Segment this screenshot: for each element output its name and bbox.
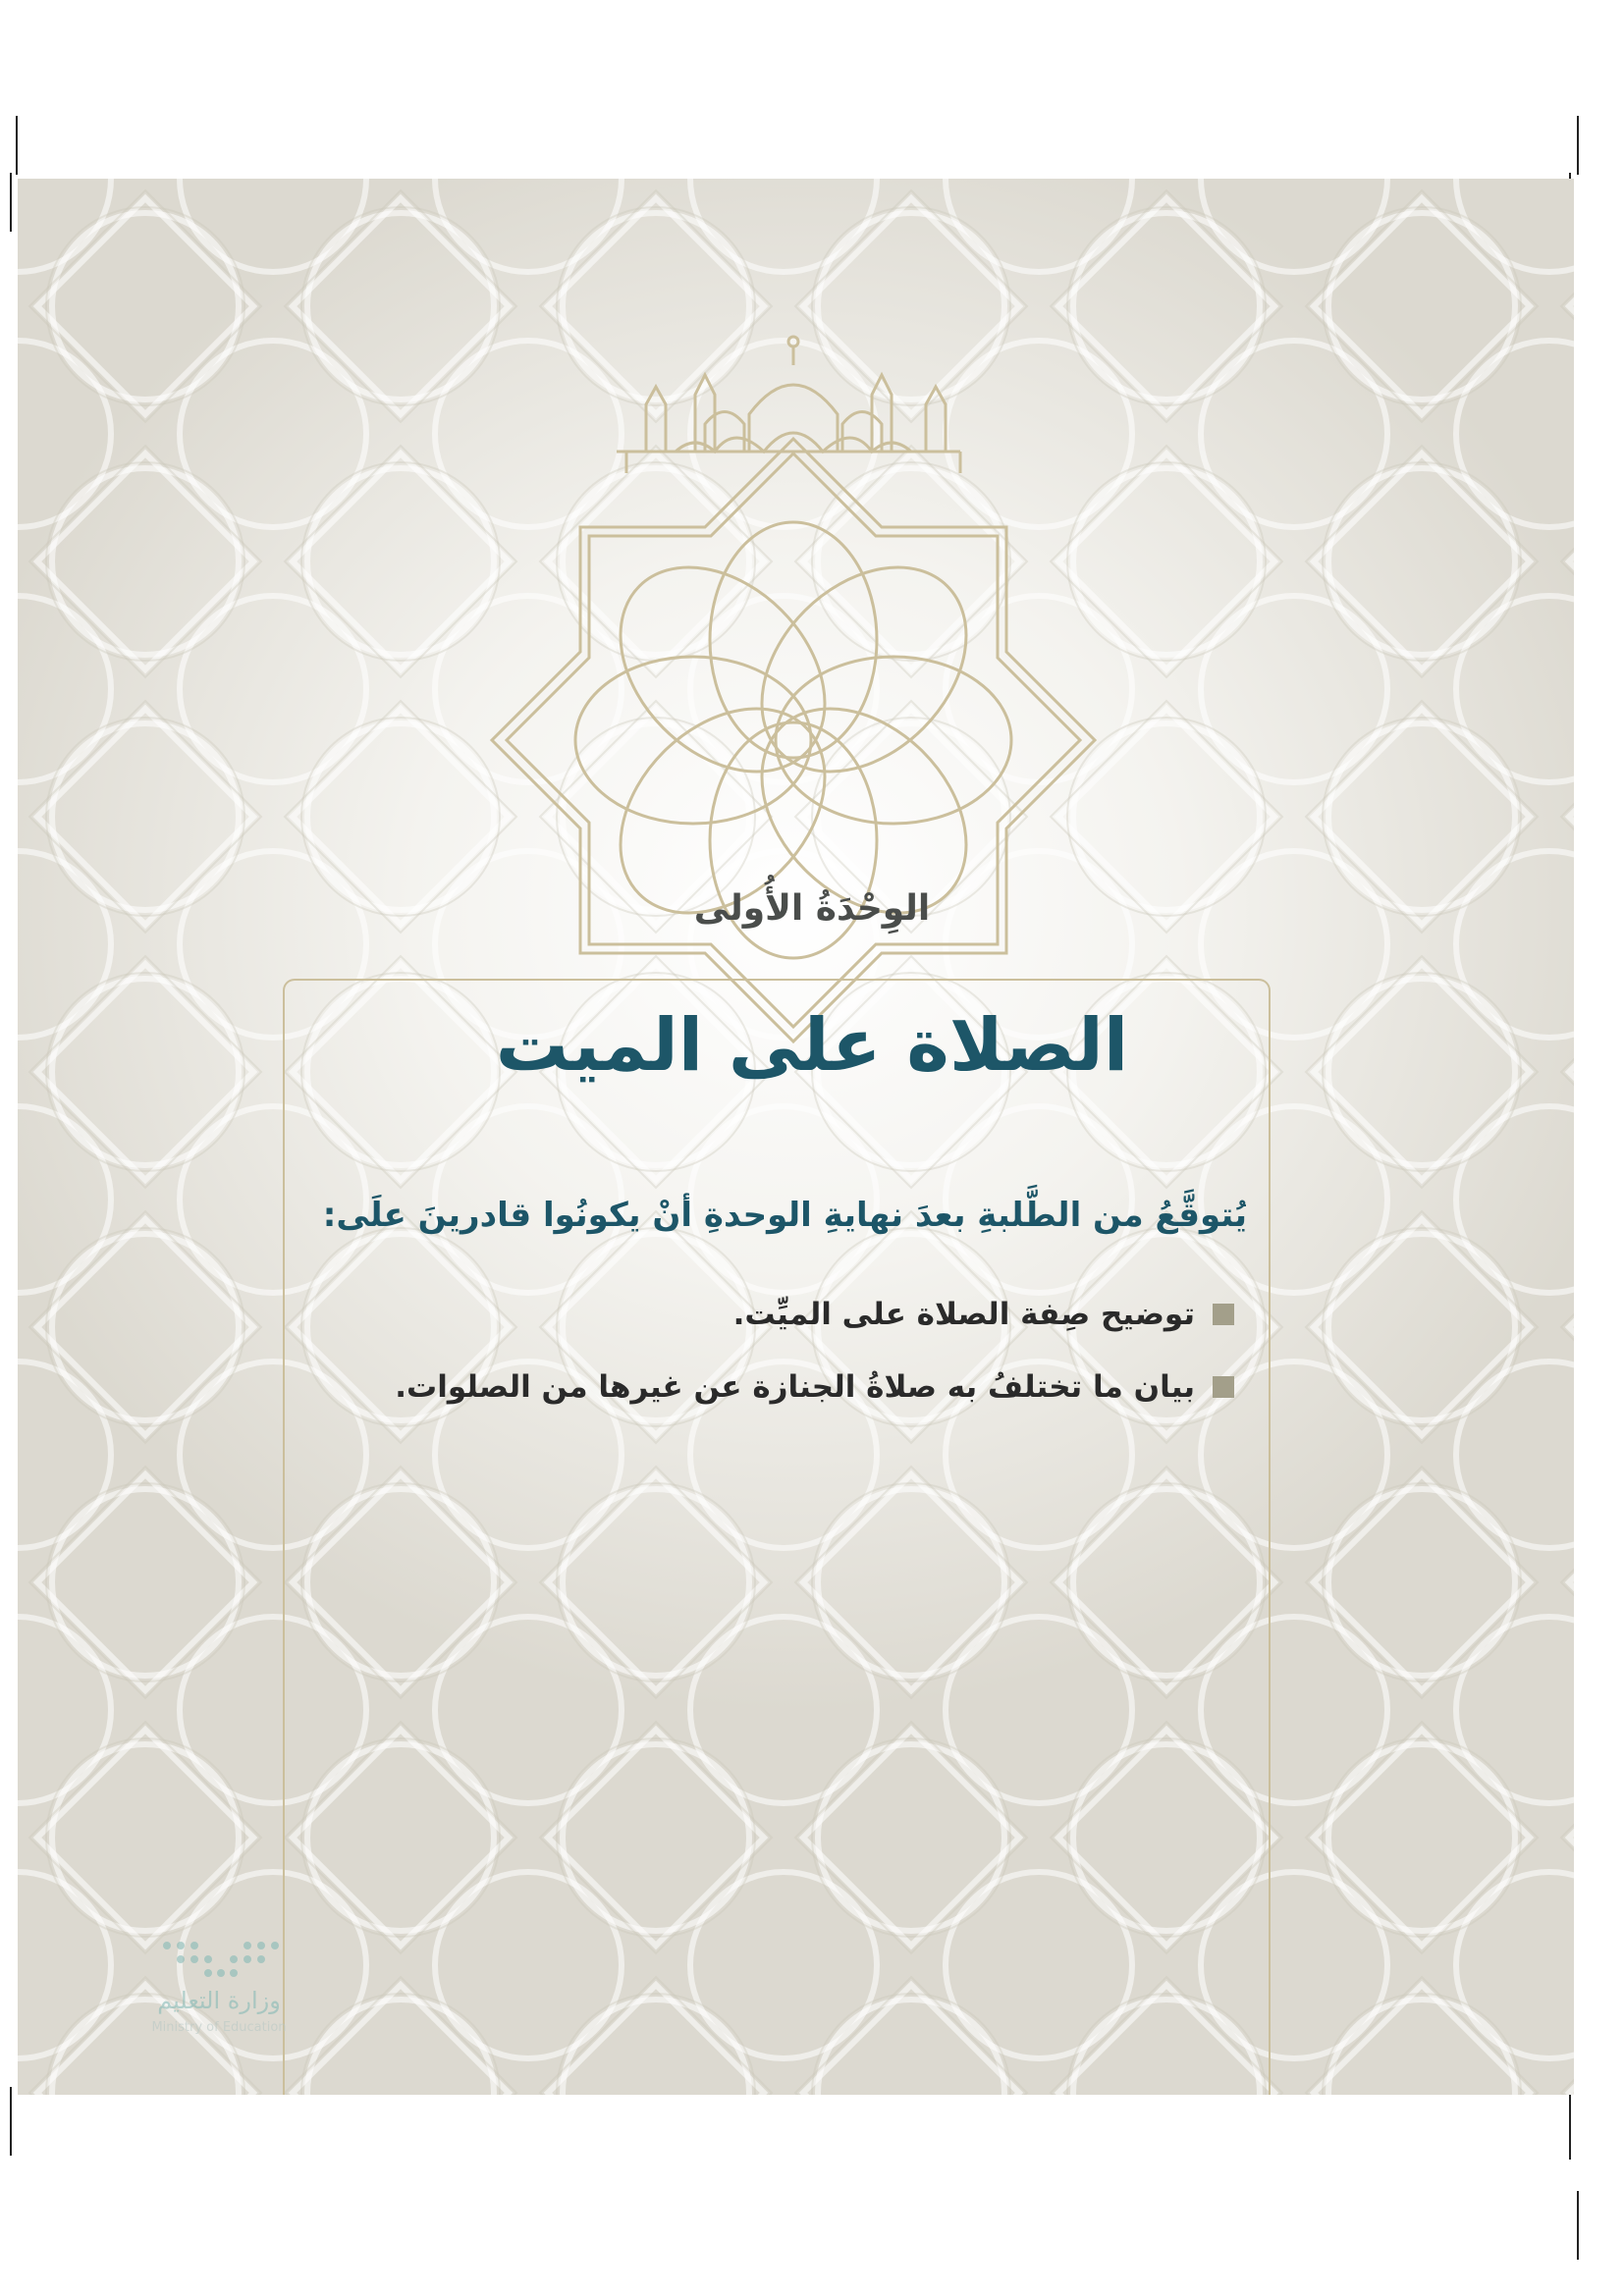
crop-mark: [10, 173, 12, 232]
page-title: الصلاة على الميت: [495, 1003, 1129, 1088]
objective-text: بيان ما تختلفُ به صلاةُ الجنازة عن غيرها من الصلوات.: [395, 1369, 1195, 1405]
list-item: [295, 1361, 1234, 1414]
ministry-name: وزارة التعليم: [157, 1987, 281, 2014]
square-bullet-icon: [1213, 1304, 1234, 1325]
unit-cover-panel: [18, 179, 1574, 2095]
ministry-subtitle: Ministry of Education: [151, 2020, 287, 2035]
crop-mark: [1577, 2191, 1579, 2260]
unit-label: الوِحْدَةُ الأُولى: [693, 888, 931, 929]
objectives-list: [295, 1288, 1234, 1433]
objective-text: توضيح صِفة الصلاة على الميِّت.: [732, 1297, 1195, 1332]
crop-mark: [1577, 116, 1579, 175]
ministry-dots-icon: [157, 1938, 285, 1983]
crop-mark: [1569, 2091, 1571, 2160]
square-bullet-icon: [1213, 1376, 1234, 1398]
crop-mark: [16, 116, 18, 175]
objectives-intro: يُتوقَّعُ من الطَّلبةِ بعدَ نهايةِ الوحدةِ أنْ يكونُوا قادرينَ علَى:: [322, 1196, 1247, 1235]
objectives-frame: [283, 979, 1271, 2095]
crop-mark: [10, 2087, 12, 2156]
list-item: [295, 1288, 1234, 1341]
ministry-logo-icon: [145, 1938, 293, 2056]
